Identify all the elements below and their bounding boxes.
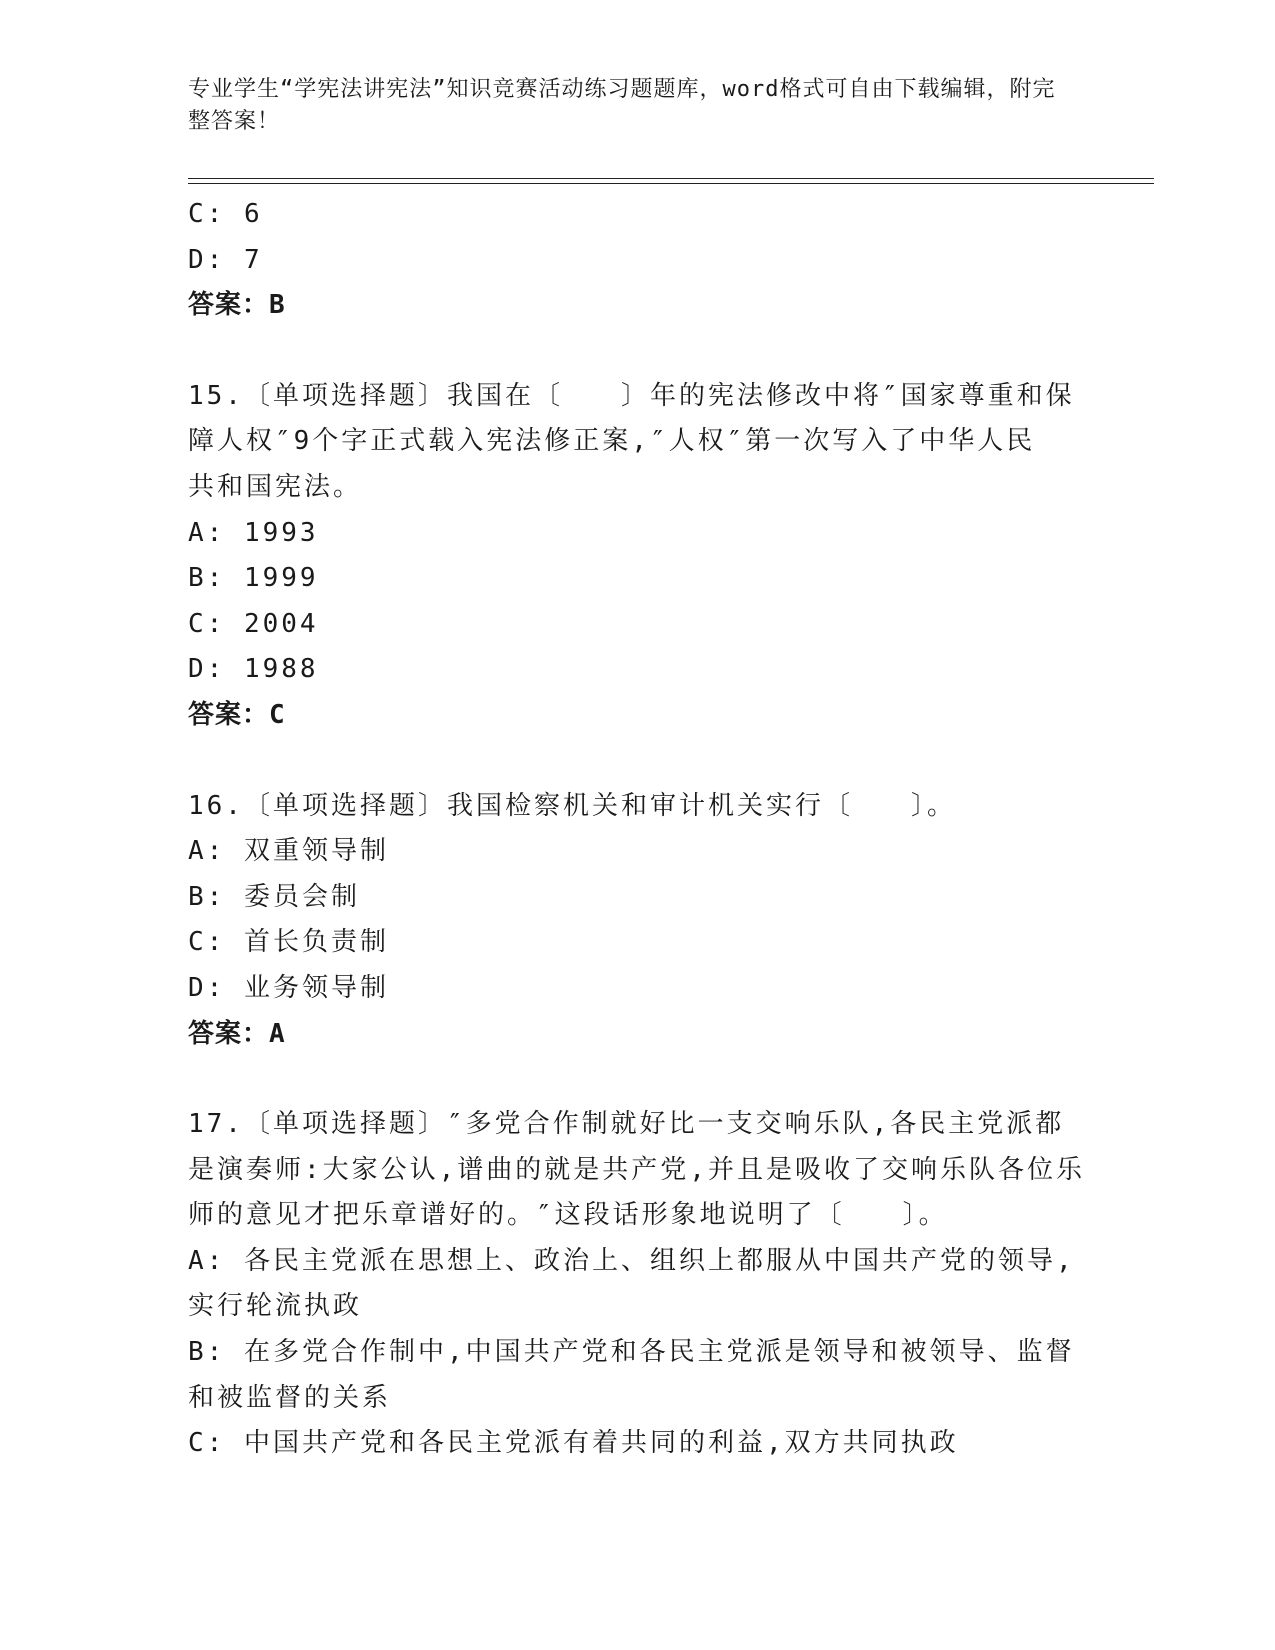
- header-divider-top: [188, 178, 1154, 179]
- answer-line: 答案：B: [188, 290, 286, 321]
- question-15-option-d: D: 1988: [188, 654, 319, 685]
- question-17-option-b-line: B: 在多党合作制中,中国共产党和各民主党派是领导和被领导、监督: [188, 1337, 1075, 1368]
- document-header: 专业学生“学宪法讲宪法”知识竞赛活动练习题题库，word格式可自由下载编辑，附完整答案！: [188, 77, 1056, 134]
- question-16-option-d: D: 业务领导制: [188, 972, 389, 1003]
- question-16-option-a: A: 双重领导制: [188, 836, 389, 867]
- question-15-text-line: 共和国宪法。: [188, 471, 363, 502]
- option-c: C: 6: [188, 199, 263, 229]
- question-17-text-line: 是演奏师:大家公认,谱曲的就是共产党,并且是吸收了交响乐队各位乐: [188, 1154, 1085, 1185]
- question-15-option-c: C: 2004: [188, 608, 319, 639]
- header-divider-bottom: [188, 183, 1154, 184]
- question-17-option-a-line: 实行轮流执政: [188, 1291, 363, 1322]
- question-content: [188, 192, 1085, 1467]
- spacer: [188, 329, 1068, 374]
- spacer: [188, 739, 1068, 784]
- question-15-text-line: 15.〔单项选择题〕我国在〔 〕年的宪法修改中将″国家尊重和保: [188, 380, 1075, 411]
- question-17-option-a-line: A: 各民主党派在思想上、政治上、组织上都服从中国共产党的领导,: [188, 1245, 1075, 1276]
- question-17-option-c-line: C: 中国共产党和各民主党派有着共同的利益,双方共同执政: [188, 1428, 959, 1459]
- question-15-text-line: 障人权″9个字正式载入宪法修正案,″人权″第一次写入了中华人民: [188, 426, 1036, 457]
- question-17-text-line: 师的意见才把乐章谱好的。″这段话形象地说明了〔 〕。: [188, 1200, 948, 1231]
- question-17-option-b-line: 和被监督的关系: [188, 1382, 392, 1413]
- question-16-option-c: C: 首长负责制: [188, 927, 389, 958]
- question-16-option-b: B: 委员会制: [188, 881, 360, 912]
- question-15-answer: 答案：C: [188, 699, 286, 730]
- spacer: [188, 1057, 1068, 1102]
- option-d: D: 7: [188, 244, 263, 275]
- question-17-text-line: 17.〔单项选择题〕″多党合作制就好比一支交响乐队,各民主党派都: [188, 1109, 1065, 1140]
- question-16-text-line: 16.〔单项选择题〕我国检察机关和审计机关实行〔 〕。: [188, 790, 956, 821]
- question-15-option-b: B: 1999: [188, 563, 319, 594]
- question-16-answer: 答案：A: [188, 1018, 286, 1049]
- question-15-option-a: A: 1993: [188, 517, 319, 548]
